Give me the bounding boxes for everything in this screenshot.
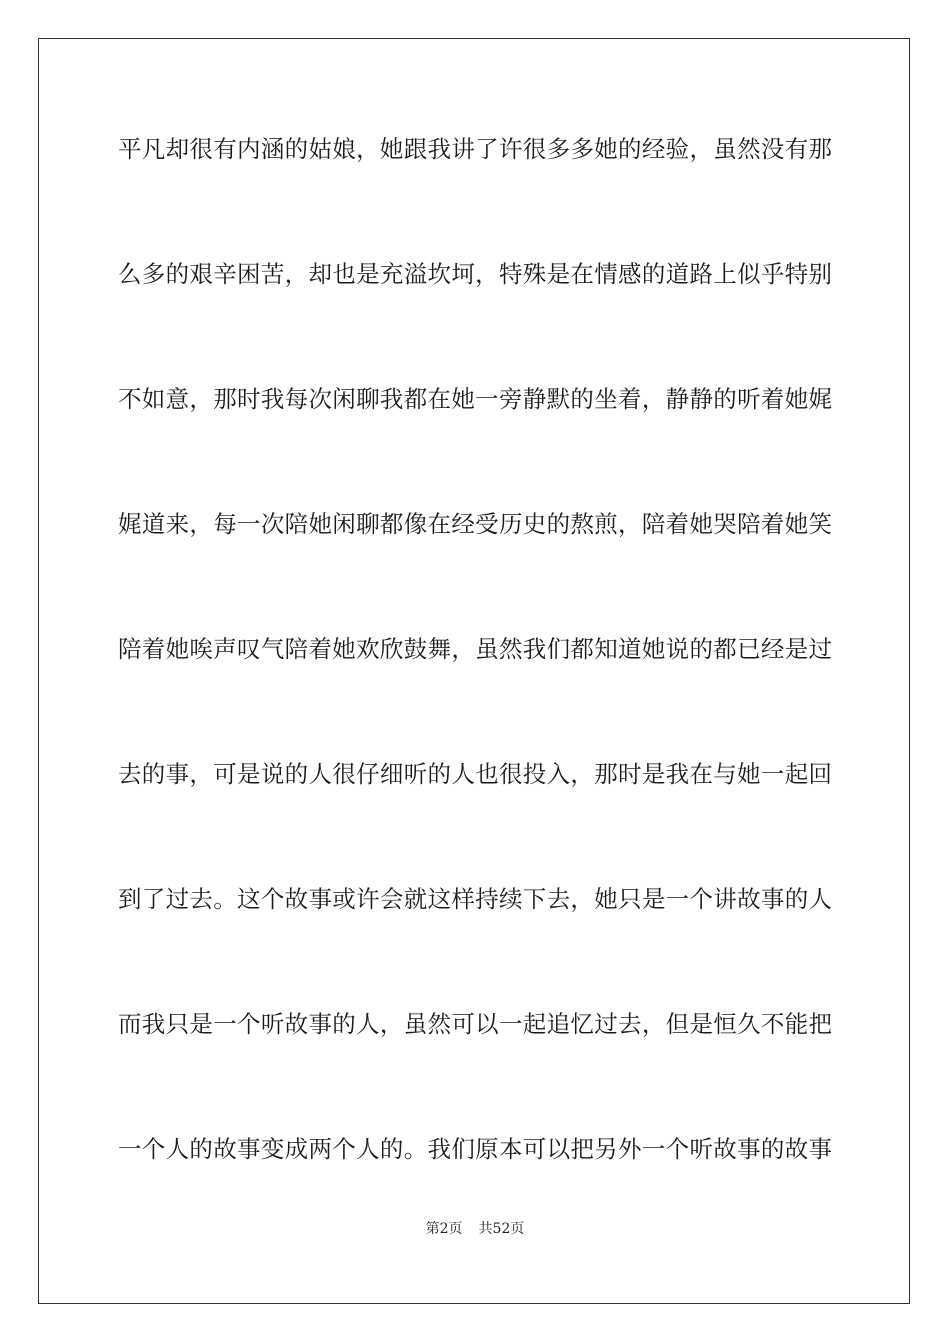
page-total: 共52页	[478, 1221, 525, 1237]
text-line: 娓道来，每一次陪她闲聊都像在经受历史的熬煎，陪着她哭陪着她笑	[118, 510, 832, 538]
text-line: 一个人的故事变成两个人的。我们原本可以把另外一个听故事的故事	[118, 1135, 832, 1163]
page-border	[38, 38, 910, 1304]
text-line: 到了过去。这个故事或许会就这样持续下去，她只是一个讲故事的人	[118, 885, 832, 913]
text-line: 而我只是一个听故事的人，虽然可以一起追忆过去，但是恒久不能把	[118, 1010, 832, 1038]
text-line: 平凡却很有内涵的姑娘，她跟我讲了许很多多她的经验，虽然没有那	[118, 135, 832, 163]
text-line: 么多的艰辛困苦，却也是充溢坎坷，特殊是在情感的道路上似乎特别	[118, 260, 832, 288]
text-line: 不如意，那时我每次闲聊我都在她一旁静默的坐着，静静的听着她娓	[118, 385, 832, 413]
page-number: 第2页	[425, 1221, 463, 1237]
text-line: 去的事，可是说的人很仔细听的人也很投入，那时是我在与她一起回	[118, 760, 832, 788]
page-footer	[0, 1219, 950, 1239]
text-line: 陪着她唉声叹气陪着她欢欣鼓舞，虽然我们都知道她说的都已经是过	[118, 635, 832, 663]
